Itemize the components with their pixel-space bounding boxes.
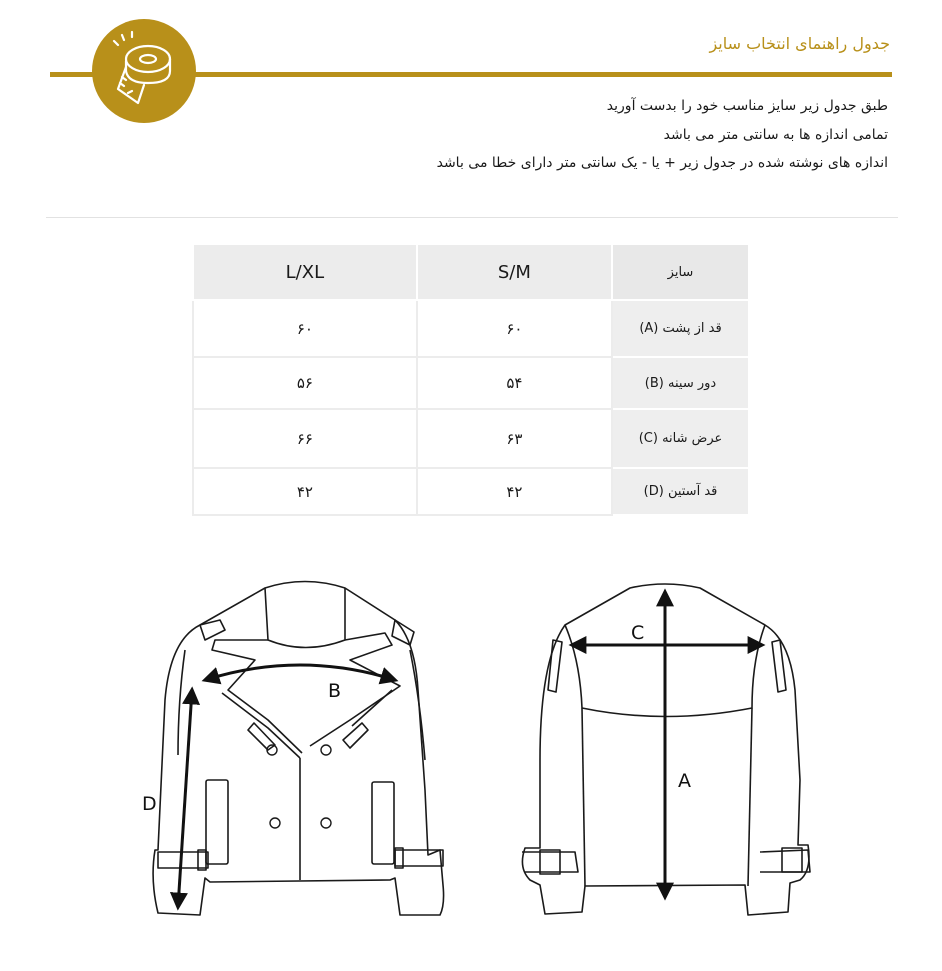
- tape-measure-badge: [92, 19, 196, 123]
- arrow-b: [205, 665, 395, 680]
- cell-sm: ۵۴: [417, 357, 612, 409]
- tape-measure-icon: [92, 19, 196, 123]
- column-header-sm: S/M: [417, 244, 612, 300]
- row-label: قد از پشت (A): [612, 300, 749, 357]
- note-line: اندازه های نوشته شده در جدول زیر + یا - یک سانتی متر دارای خطا می باشد: [436, 155, 888, 171]
- cell-sm: ۶۰: [417, 300, 612, 357]
- arrow-d: [178, 690, 192, 907]
- table-header-row: [193, 244, 749, 300]
- size-notes: [437, 92, 888, 178]
- size-table: [192, 243, 750, 516]
- page-title: جدول راهنمای انتخاب سایز: [709, 34, 890, 53]
- cell-sm: ۶۳: [417, 409, 612, 468]
- row-label: عرض شانه (C): [612, 409, 749, 468]
- table-row: [193, 300, 749, 357]
- column-header-lxl: L/XL: [193, 244, 417, 300]
- label-d: D: [142, 793, 157, 815]
- table-row: [193, 409, 749, 468]
- label-a: A: [678, 770, 691, 792]
- row-label: دور سینه (B): [612, 357, 749, 409]
- section-divider: [46, 217, 898, 218]
- cell-lxl: ۵۶: [193, 357, 417, 409]
- cell-lxl: ۶۰: [193, 300, 417, 357]
- cell-lxl: ۴۲: [193, 468, 417, 515]
- jacket-diagram: [0, 560, 942, 971]
- note-line: تمامی اندازه ها به سانتی متر می باشد: [663, 126, 888, 143]
- table-row: [193, 357, 749, 409]
- table-row: [193, 468, 749, 515]
- cell-sm: ۴۲: [417, 468, 612, 515]
- column-header-size: سایز: [612, 244, 749, 300]
- jacket-front: [153, 582, 443, 916]
- label-b: B: [328, 680, 342, 702]
- note-line: طبق جدول زیر سایز مناسب خود را بدست آورید: [606, 98, 888, 114]
- row-label: قد آستین (D): [612, 468, 749, 515]
- label-c: C: [631, 622, 645, 644]
- cell-lxl: ۶۶: [193, 409, 417, 468]
